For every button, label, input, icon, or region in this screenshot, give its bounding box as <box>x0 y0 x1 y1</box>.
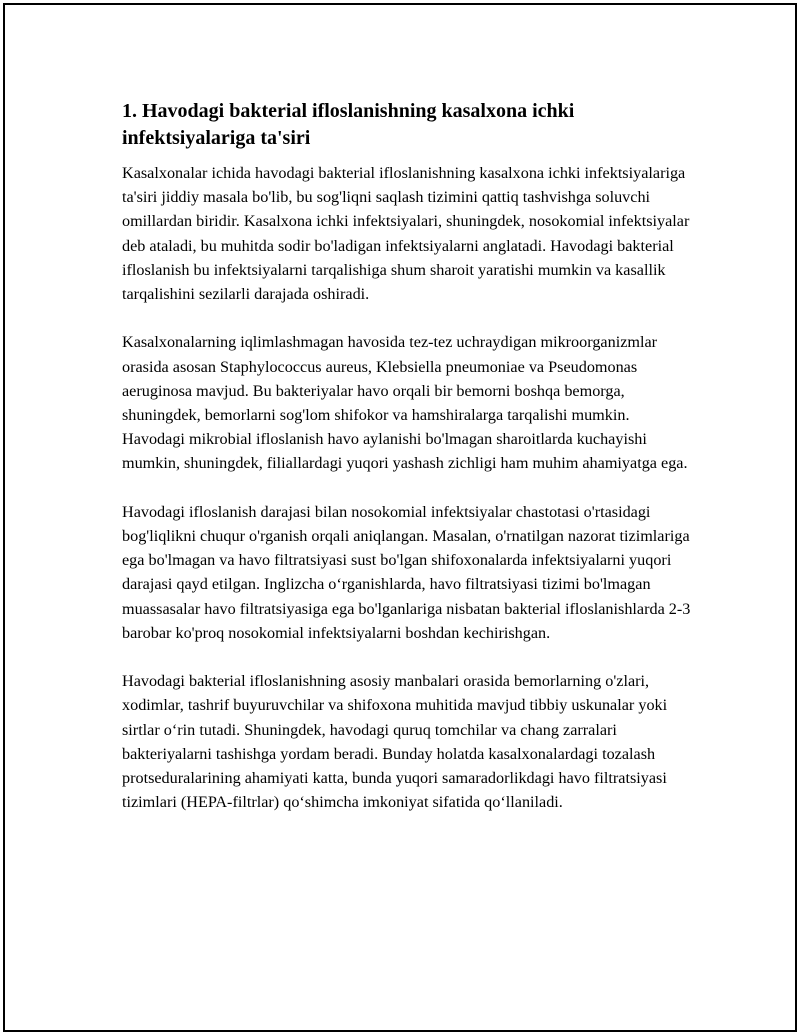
document-body <box>122 98 692 814</box>
paragraph-4: Havodagi bakterial ifloslanishning asosiy manbalari orasida bemorlarning o'zlari, xodimlar, tashrif buyuruvchilar va shifoxona muhitida mavjud tibbiy uskunalar yoki sirtlar o‘rin tutadi. Shuningdek, havodagi quruq tomchilar va chang zarralari bakteriyalarni tashishga yordam beradi. Bunday holatda kasalxonalardagi tozalash protseduralarining ahamiyati katta, bunda yuqori samaradorlikdagi havo filtratsiyasi tizimlari (HEPA-filtrlar) qo‘shimcha imkoniyat sifatida qo‘llaniladi. <box>122 672 668 812</box>
paragraph-2: Kasalxonalarning iqlimlashmagan havosida tez-tez uchraydigan mikroorganizmlar orasida asosan Staphylococcus aureus, Klebsiella pneumoniae va Pseudomonas aeruginosa mavjud. Bu bakteriyalar havo orqali bir bemorni boshqa bemorga, shuningdek, bemorlarni sog'lom shifokor va hamshiralarga tarqalishi mumkin. Havodagi mikrobial ifloslanish havo aylanishi bo'lmagan sharoitlarda kuchayishi mumkin, shuningdek, filiallardagi yuqori yashash zichligi ham muhim ahamiyatga ega. <box>122 333 688 473</box>
section-heading: 1. Havodagi bakterial ifloslanishning kasalxona ichki infektsiyalariga ta'siri <box>122 100 575 149</box>
paragraph-3: Havodagi ifloslanish darajasi bilan nosokomial infektsiyalar chastotasi o'rtasidagi bog'liqlikni chuqur o'rganish orqali aniqlangan. Masalan, o'rnatilgan nazorat tizimlariga ega bo'lmagan va havo filtratsiyasi sust bo'lgan shifoxonalarda infektsiyalarni yuqori darajasi qayd etilgan. Inglizcha o‘rganishlarda, havo filtratsiyasi tizimi bo'lmagan muassasalar havo filtratsiyasiga ega bo'lganlariga nisbatan bakterial ifloslanishlarda 2-3 barobar ko'proq nosokomial infektsiyalarni boshdan kechirishgan. <box>122 502 691 642</box>
paragraph-1: Kasalxonalar ichida havodagi bakterial ifloslanishning kasalxona ichki infektsiyalariga ta'siri jiddiy masala bo'lib, bu sog'liqni saqlash tizimini qattiq tashvishga soluvchi omillardan biridir. Kasalxona ichki infektsiyalari, shuningdek, nosokomial infektsiyalar deb ataladi, bu muhitda sodir bo'ladigan infektsiyalarni anglatadi. Havodagi bakterial ifloslanish bu infektsiyalarni tarqalishiga shum sharoit yaratishi mumkin va kasallik tarqalishini sezilarli darajada oshiradi. <box>122 164 690 304</box>
page-border <box>3 3 797 1032</box>
